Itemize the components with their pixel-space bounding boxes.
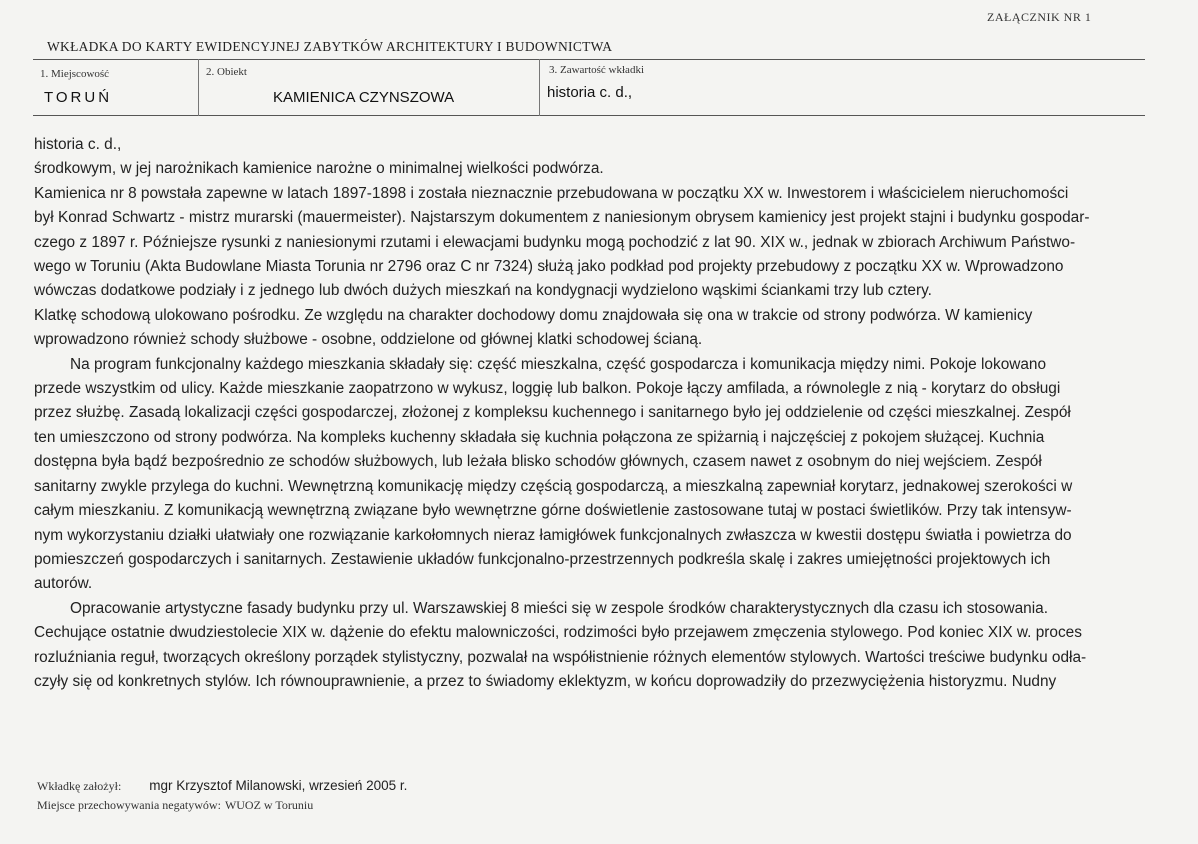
text-line: rozluźniania reguł, tworzących określony porządek stylistyczny, pozwalał na współistnienie różnych elementów stylowych. Wartości treściwe budynku odła- xyxy=(34,648,1087,666)
town-label: 1. Miejscowość xyxy=(40,68,110,80)
negatives-label: Miejsce przechowywania negatywów: xyxy=(37,798,221,812)
text-line: autorów. xyxy=(34,575,93,593)
body-text xyxy=(34,133,1144,694)
text-line: nym wykorzystaniu działki ułatwiały one rozwiązanie karkołomnych nieraz łamigłówek funkcjonalnych zwłaszcza w kwestii dostępu światła i powietrza do xyxy=(34,526,1072,544)
text-line: przez służbę. Zasadą lokalizacji części gospodarczej, złożonej z kompleksu kuchennego i sanitarnego było jej oddzielenie od części mieszkalnej. Zespół xyxy=(34,404,1071,422)
text-line: wego w Toruniu (Akta Budowlane Miasta Torunia nr 2796 oraz C nr 7324) służą jako podkład pod projekty przebudowy z początku XX w. Wprowadzono xyxy=(34,258,1064,276)
text-line: sanitarny zwykle przylega do kuchni. Wewnętrzną komunikację między częścią gospodarczą, a mieszkalną zapewniał korytarz, jednakowej szerokości w xyxy=(34,477,1073,495)
form-title: WKŁADKA DO KARTY EWIDENCYJNEJ ZABYTKÓW ARCHITEKTURY I BUDOWNICTWA xyxy=(47,39,613,54)
text-line: czyły się od konkretnych stylów. Ich równouprawnienie, a przez to świadomy eklektyzm, w końcu doprowadziły do przezwyciężenia historyzmu. Nudny xyxy=(34,672,1057,690)
text-line: Opracowanie artystyczne fasady budynku przy ul. Warszawskiej 8 mieści się w zespole środków charakterystycznych dla czasu ich stosowania. xyxy=(70,599,1048,617)
text-line: był Konrad Schwartz - mistrz murarski (mauermeister). Najstarszym dokumentem z naniesionym obrysem kamienicy jest projekt stajni i budynku gospodar- xyxy=(34,209,1090,227)
text-line: historia c. d., xyxy=(34,136,122,153)
field-divider-1 xyxy=(198,59,199,116)
paragraph xyxy=(34,597,1144,695)
negatives-row xyxy=(37,798,407,813)
text-line: Na program funkcjonalny każdego mieszkania składały się: część mieszkalna, część gospodarcza i komunikacja między nimi. Pokoje lokowano xyxy=(70,355,1047,373)
object-label: 2. Obiekt xyxy=(206,66,247,78)
text-line: środkowym, w jej narożnikach kamienice narożne o minimalnej wielkości podwórza. xyxy=(34,160,604,178)
paragraph xyxy=(34,304,1144,353)
paragraph xyxy=(34,133,1144,157)
header-bottom-rule xyxy=(33,115,1145,116)
text-line: Kamienica nr 8 powstała zapewne w latach 1897-1898 i została nieznacznie przebudowana w początku XX w. Inwestorem i właścicielem nieruchomości xyxy=(34,184,1069,202)
text-line: wprowadzono również schody służbowe - osobne, oddzielone od głównej klatki schodowej ścianą. xyxy=(34,331,703,349)
text-line: Cechujące ostatnie dwudziestolecie XIX w. dążenie do efektu malowniczości, rodzimości było przejawem zmęczenia stylowego. Pod koniec XIX w. proces xyxy=(34,624,1082,642)
text-line: dostępna była bądź bezpośrednio ze schodów służbowych, lub leżała blisko schodów głównych, czasem nawet z osobnym do niej wejściem. Zespół xyxy=(34,453,1042,471)
author-row xyxy=(37,778,407,794)
text-line: całym mieszkaniu. Z komunikacją wewnętrzną związane było wewnętrzne górne doświetlenie zastosowane tutaj w postaci świetlików. Przy tak intensyw- xyxy=(34,502,1072,520)
object-value: KAMIENICA CZYNSZOWA xyxy=(273,89,455,106)
text-line: czego z 1897 r. Późniejsze rysunki z naniesionymi rzutami i elewacjami budynku mogą pochodzić z lat 90. XIX w., jednak w zbiorach Archiwum Państwo- xyxy=(34,233,1076,251)
author-value: mgr Krzysztof Milanowski, wrzesień 2005 r. xyxy=(149,778,408,793)
field-divider-2 xyxy=(539,59,540,116)
text-line: Klatkę schodową ulokowano pośrodku. Ze względu na charakter dochodowy domu znajdowała się ona w trakcie od strony podwórza. W kamienicy xyxy=(34,306,1033,324)
paragraph xyxy=(34,182,1144,304)
footer xyxy=(37,778,407,817)
text-line: ten umieszczono od strony podwórza. Na kompleks kuchenny składała się kuchnia połączona ze spiżarnią i najczęściej z pokojem służącej. Kuchnia xyxy=(34,428,1045,446)
author-label: Wkładkę założył: xyxy=(37,779,122,793)
annex-number: ZAŁĄCZNIK NR 1 xyxy=(987,10,1092,24)
town-value: TORUŃ xyxy=(44,89,113,106)
negatives-value: WUOZ w Toruniu xyxy=(224,798,314,812)
paragraph xyxy=(34,157,1144,181)
text-line: pomieszczeń gospodarczych i sanitarnych. Zestawienie układów funkcjonalno-przestrzennych podkreśla skalę i zakres umiejętności projektowych ich xyxy=(34,550,1051,568)
text-line: przede wszystkim od ulicy. Każde mieszkanie zaopatrzono w wykusz, loggię lub balkon. Pokoje łączy amfilada, a równolegle z nią - korytarz do obsługi xyxy=(34,380,1061,398)
text-line: wówczas dodatkowe podziały i z jednego lub dwóch dużych mieszkań na kondygnacji wydzielono wąskimi ściankami trzy lub cztery. xyxy=(34,282,932,300)
content-value: historia c. d., xyxy=(547,84,633,101)
header-top-rule xyxy=(33,59,1145,60)
content-label: 3. Zawartość wkładki xyxy=(549,64,644,76)
paragraph xyxy=(34,353,1144,597)
